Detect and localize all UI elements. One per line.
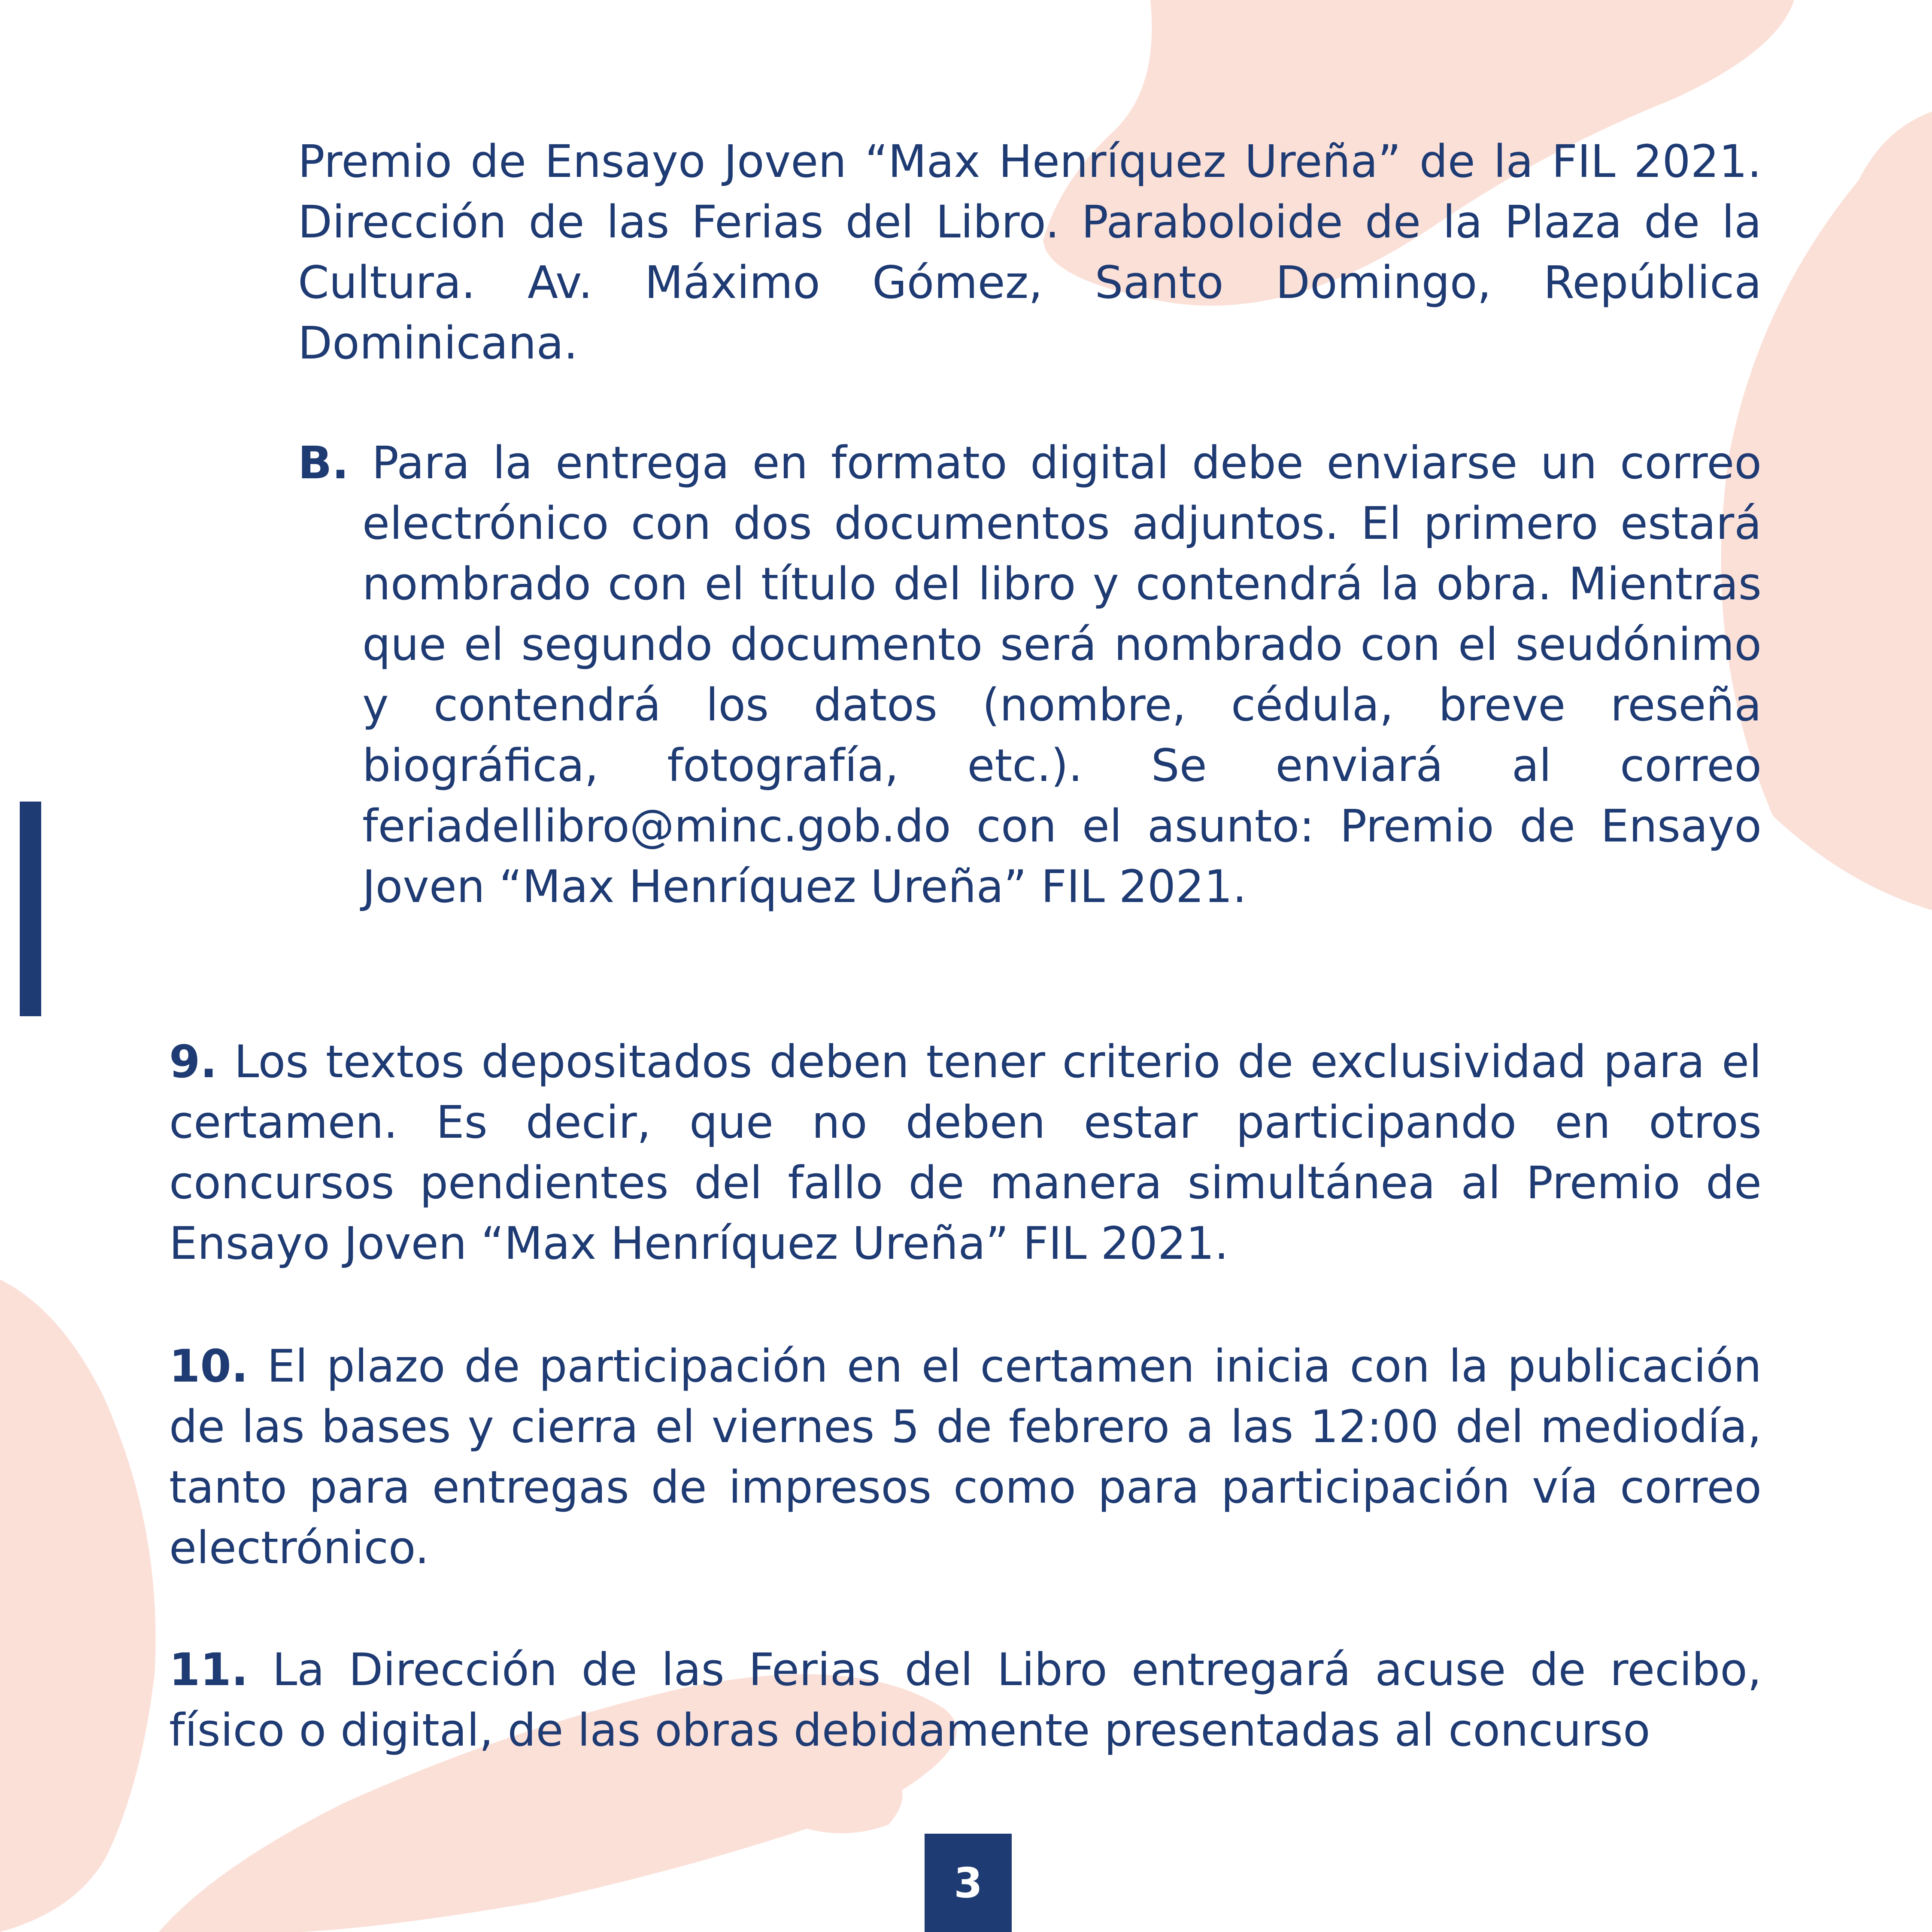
page-number-badge — [925, 1834, 1012, 1932]
item-number: 11. — [169, 1643, 249, 1696]
paragraph-item-9 — [169, 1032, 1762, 1274]
page-number: 3 — [954, 1859, 983, 1907]
paragraph-item-11 — [169, 1640, 1762, 1761]
paragraph-text: Los textos depositados deben tener criterio de exclusividad para el certamen. Es decir, que no deben estar participando en otros concursos pendientes del fallo de manera simultánea al Premio de Ensayo Joven “Max Henríquez Ureña” FIL 2021. — [169, 1036, 1762, 1270]
item-number: 9. — [169, 1036, 217, 1088]
paragraph-text: Para la entrega en formato digital debe enviarse un correo electrónico con dos documentos adjuntos. El primero estará nombrado con el título del libro y contendrá la obra. Mientras que el segundo documento será nombrado con el seudónimo y contendrá los datos (nombre, cédula, breve reseña biográfica, fotografía, etc.). Se enviará al correo feriadellibro@minc.gob.do con el asunto: Premio de Ensayo Joven “Max Henríquez Ureña” FIL 2021. — [349, 437, 1762, 913]
item-number: 10. — [169, 1340, 249, 1392]
paragraph-text: La Dirección de las Ferias del Libro entregará acuse de recibo, físico o digital, de las obras debidamente presentadas al concurso — [169, 1643, 1762, 1756]
paragraph-item-b — [298, 433, 1762, 917]
item-label: B. — [298, 437, 349, 489]
accent-bar — [20, 802, 41, 1016]
paragraph-continuation — [298, 131, 1762, 374]
paragraph-text: Premio de Ensayo Joven “Max Henríquez Ureña” de la FIL 2021. Dirección de las Ferias del Libro. Paraboloide de la Plaza de la Cultura. Av. Máximo Gómez, Santo Domingo, República Dominicana. — [298, 135, 1762, 369]
paragraph-text: El plazo de participación en el certamen inicia con la publicación de las bases y cierra el viernes 5 de febrero a las 12:00 del mediodía, tanto para entregas de impresos como para participación vía correo electrónico. — [169, 1340, 1762, 1574]
paragraph-item-10 — [169, 1336, 1762, 1578]
